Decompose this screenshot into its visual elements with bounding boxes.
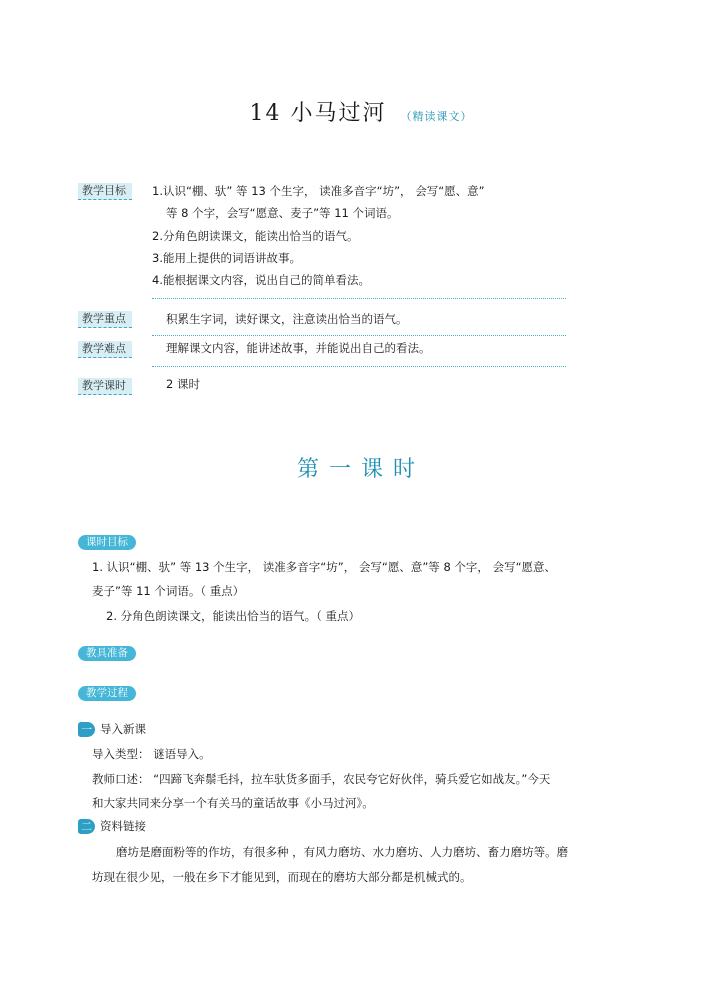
lesson-goals-pill: 课时目标 bbox=[78, 535, 136, 550]
hours-label: 教学课时 bbox=[78, 378, 132, 395]
goals-label: 教学目标 bbox=[78, 183, 132, 200]
section-number-badge: 二 bbox=[78, 819, 95, 834]
section-heading bbox=[78, 818, 146, 834]
goal-line-2: 等 8 个字，会写“愿意、麦子”等 11 个词语。 bbox=[166, 206, 399, 220]
key-text: 积累生字词，读好课文，注意读出恰当的语气。 bbox=[166, 312, 408, 326]
page-title: 14 小马过河 bbox=[249, 101, 387, 126]
section-line: 磨坊是磨面粉等的作坊，有很多种 ，有风力磨坊、水力磨坊、人力磨坊、畜力磨坊等。磨 bbox=[116, 845, 569, 859]
section-line: 教师口述： “四蹄飞奔鬃毛抖，拉车驮货多面手，农民夸它好伙伴，骑兵爱它如战友。”今天 bbox=[92, 772, 551, 786]
divider bbox=[152, 298, 566, 299]
goal-line-5: 4.能根据课文内容，说出自己的简单看法。 bbox=[152, 273, 370, 287]
difficulty-text: 理解课文内容，能讲述故事，并能说出自己的看法。 bbox=[166, 341, 431, 355]
lesson-goal-line-1: 1. 认识“棚、驮” 等 13 个生字， 读准多音字“坊”， 会写“愿、意”等 8 个字， 会写“愿意、 bbox=[92, 560, 557, 574]
goal-line-3: 2.分角色朗读课文，能读出恰当的语气。 bbox=[152, 229, 359, 243]
section-title: 导入新课 bbox=[100, 722, 146, 736]
lesson-goal-line-2: 麦子”等 11 个词语。（ 重点） bbox=[92, 584, 245, 598]
page-subtitle: （精读课文） bbox=[400, 110, 473, 123]
goal-line-4: 3.能用上提供的词语讲故事。 bbox=[152, 251, 301, 265]
divider bbox=[152, 335, 566, 336]
goal-line-1: 1.认识“棚、驮” 等 13 个生字， 读准多音字“坊”， 会写“愿、意” bbox=[152, 184, 485, 198]
section-title: 资料链接 bbox=[100, 819, 146, 833]
section-number-badge: 一 bbox=[78, 722, 95, 737]
section-heading bbox=[78, 721, 146, 737]
lesson-goal-line-3: 2. 分角色朗读课文，能读出恰当的语气。（ 重点） bbox=[106, 609, 361, 623]
divider bbox=[152, 366, 566, 367]
key-label: 教学重点 bbox=[78, 311, 132, 328]
section-line: 和大家共同来分享一个有关马的童话故事《小马过河》。 bbox=[92, 796, 374, 810]
section-line: 坊现在很少见，一般在乡下才能见到，而现在的磨坊大部分都是机械式的。 bbox=[92, 870, 472, 884]
lesson-title: 第一课时 bbox=[296, 457, 425, 482]
page-title-row bbox=[0, 96, 722, 127]
hours-text: 2 课时 bbox=[166, 377, 200, 391]
difficulty-label: 教学难点 bbox=[78, 341, 132, 358]
process-pill: 教学过程 bbox=[78, 686, 136, 701]
section-line: 导入类型： 谜语导入。 bbox=[92, 747, 211, 761]
prep-pill: 教具准备 bbox=[78, 646, 136, 661]
